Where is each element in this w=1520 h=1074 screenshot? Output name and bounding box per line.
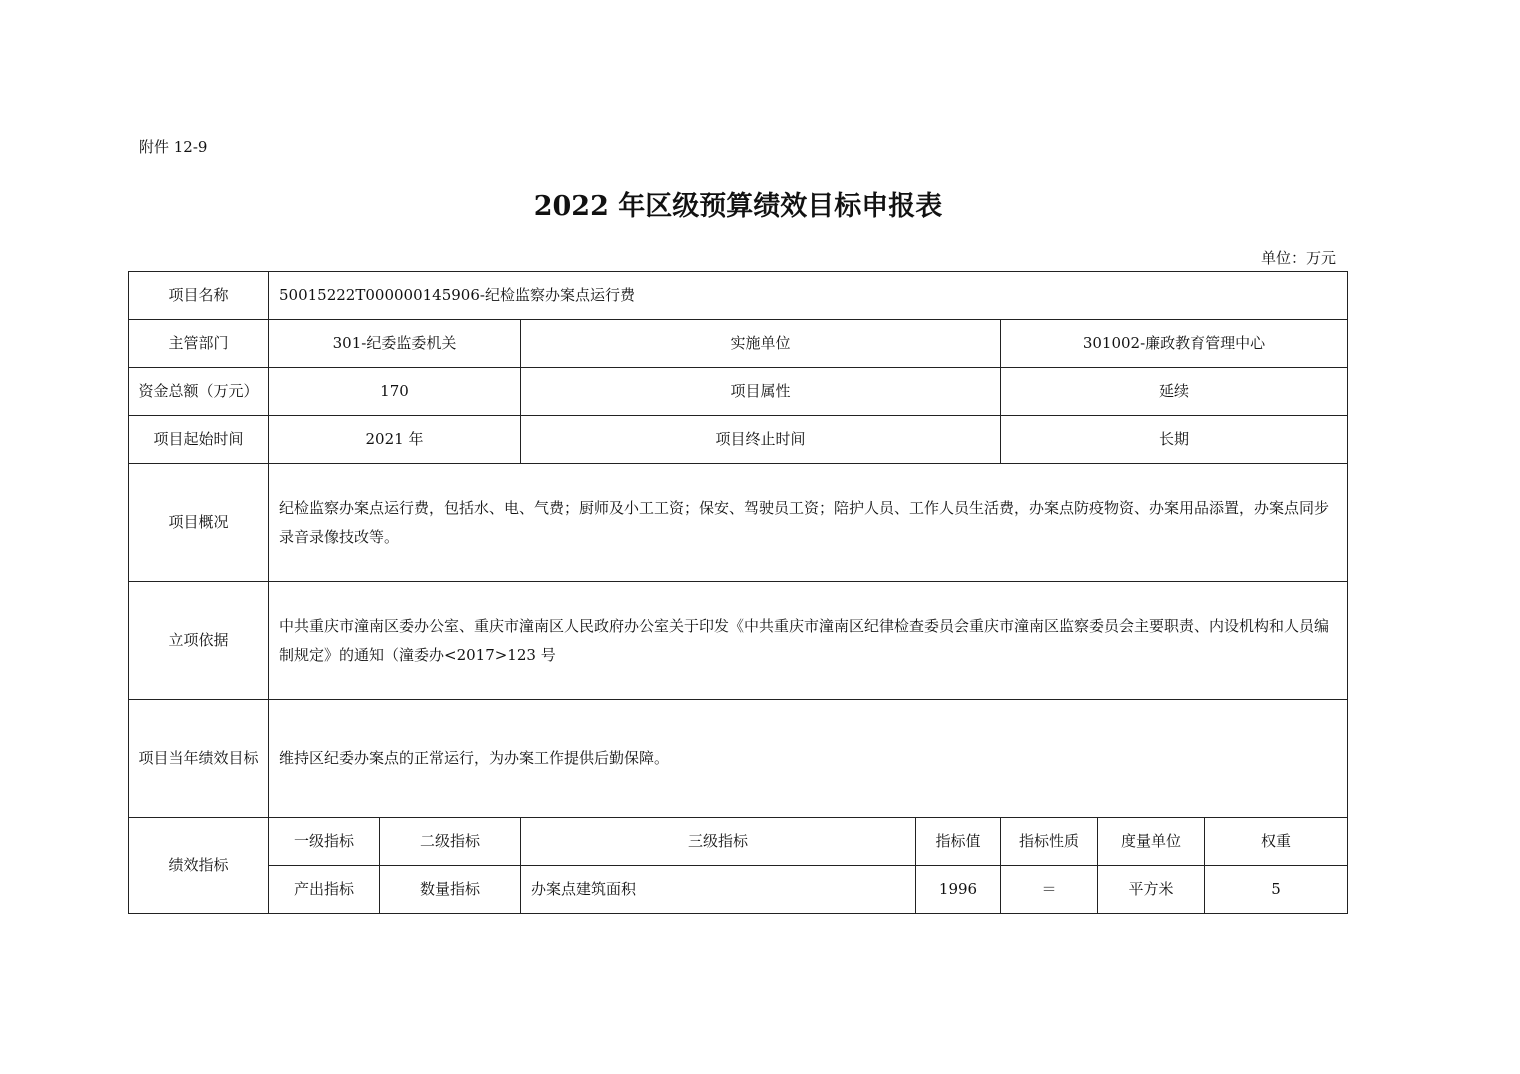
indicator-col-value: 指标值 [916, 818, 1001, 866]
indicator-weight-cell: 5 [1205, 866, 1348, 914]
unit-label: 单位：万元 [1260, 249, 1336, 267]
total-funds-value: 170 [269, 368, 521, 416]
department-value: 301-纪委监委机关 [269, 320, 521, 368]
start-time-label: 项目起始时间 [129, 416, 269, 464]
project-name-label: 项目名称 [129, 272, 269, 320]
end-time-label: 项目终止时间 [521, 416, 1001, 464]
basis-value: 中共重庆市潼南区委办公室、重庆市潼南区人民政府办公室关于印发《中共重庆市潼南区纪律检查委员会重庆市潼南区监察委员会主要职责、内设机构和人员编制规定》的通知（潼委办<2017>123 号 [269, 582, 1348, 700]
row-funds [129, 368, 1348, 416]
attribute-label: 项目属性 [521, 368, 1001, 416]
goal-value: 维持区纪委办案点的正常运行，为办案工作提供后勤保障。 [269, 700, 1348, 818]
budget-form-table [128, 271, 1348, 914]
implementer-label: 实施单位 [521, 320, 1001, 368]
page-title: 2022 年区级预算绩效目标申报表 [533, 191, 943, 222]
overview-value: 纪检监察办案点运行费，包括水、电、气费；厨师及小工工资；保安、驾驶员工资；陪护人员、工作人员生活费，办案点防疫物资、办案用品添置，办案点同步录音录像技改等。 [269, 464, 1348, 582]
row-overview [129, 464, 1348, 582]
indicator-col-unit: 度量单位 [1098, 818, 1205, 866]
row-project-name [129, 272, 1348, 320]
row-indicator-header [129, 818, 1348, 866]
indicator-col-level3: 三级指标 [521, 818, 916, 866]
indicator-col-level2: 二级指标 [380, 818, 521, 866]
total-funds-label: 资金总额（万元） [129, 368, 269, 416]
row-department [129, 320, 1348, 368]
indicator-col-weight: 权重 [1205, 818, 1348, 866]
table-row [129, 866, 1348, 914]
indicator-nature-cell: ＝ [1001, 866, 1098, 914]
basis-label: 立项依据 [129, 582, 269, 700]
implementer-value: 301002-廉政教育管理中心 [1001, 320, 1348, 368]
department-label: 主管部门 [129, 320, 269, 368]
row-time [129, 416, 1348, 464]
indicator-value-cell: 1996 [916, 866, 1001, 914]
attachment-label: 附件 12-9 [139, 138, 208, 156]
overview-label: 项目概况 [129, 464, 269, 582]
end-time-value: 长期 [1001, 416, 1348, 464]
row-basis [129, 582, 1348, 700]
indicator-unit-cell: 平方米 [1098, 866, 1205, 914]
indicator-level1-cell: 产出指标 [269, 866, 380, 914]
goal-label: 项目当年绩效目标 [129, 700, 269, 818]
row-goal [129, 700, 1348, 818]
indicator-level2-cell: 数量指标 [380, 866, 521, 914]
start-time-value: 2021 年 [269, 416, 521, 464]
attribute-value: 延续 [1001, 368, 1348, 416]
indicator-col-level1: 一级指标 [269, 818, 380, 866]
indicators-label: 绩效指标 [129, 818, 269, 914]
project-name-value: 50015222T000000145906-纪检监察办案点运行费 [269, 272, 1348, 320]
indicator-level3-cell: 办案点建筑面积 [521, 866, 916, 914]
indicator-col-nature: 指标性质 [1001, 818, 1098, 866]
